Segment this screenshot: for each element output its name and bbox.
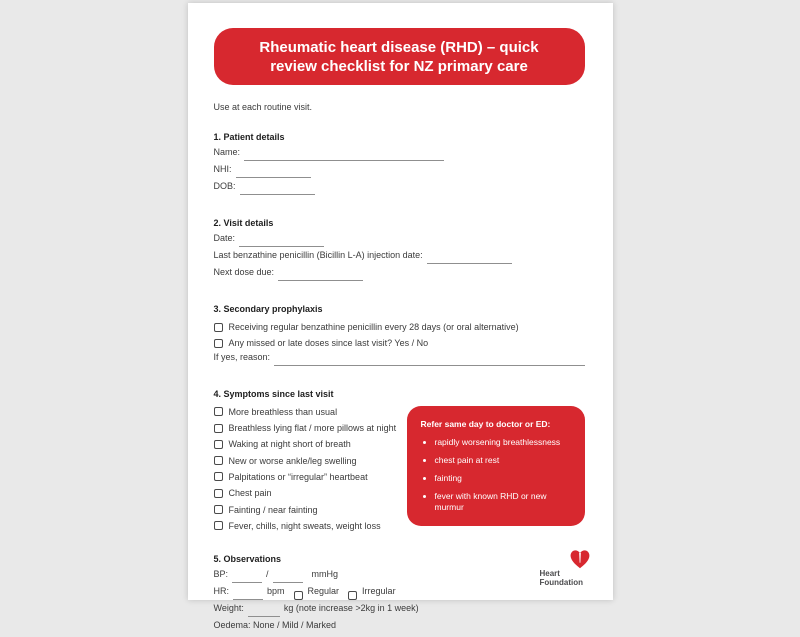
symptoms-row [214, 404, 585, 534]
field-name-blank [244, 153, 444, 161]
section-heading-secondary-prophylaxis: 3. Secondary prophylaxis [213, 304, 323, 314]
checklist-item [214, 469, 397, 485]
checkbox-waking-at-night[interactable] [214, 440, 223, 449]
field-last-injection-blank [427, 256, 512, 264]
checkbox-fever-chills[interactable] [214, 521, 223, 530]
symptoms-checklist [214, 404, 397, 534]
field-bp-label: BP: [213, 568, 229, 579]
section-heading-observations: 5. Observations [213, 553, 282, 564]
field-bp-diastolic-blank [273, 575, 303, 583]
checkbox-missed-doses[interactable] [214, 339, 223, 348]
checklist-item [214, 319, 585, 335]
field-hr [214, 586, 585, 603]
checklist-item [214, 420, 397, 436]
hr-irregular-label: Irregular [362, 585, 396, 596]
checkbox-chest-pain[interactable] [214, 489, 223, 498]
field-weight-label: Weight: [213, 602, 244, 613]
field-weight-blank [248, 609, 280, 617]
callout-heading: Refer same day to doctor or ED: [420, 418, 551, 429]
checkbox-ankle-swelling[interactable] [214, 456, 223, 465]
field-nhi-label: NHI: [213, 164, 232, 174]
checklist-item [214, 452, 397, 468]
field-visit-date [214, 233, 585, 250]
checkbox-breathless-lying-flat[interactable] [214, 424, 223, 433]
weight-unit: kg (note increase >2kg in 1 week) [283, 602, 419, 613]
field-hr-blank [233, 592, 263, 600]
intro-text: Use at each routine visit. [213, 102, 313, 112]
field-bp-systolic-blank [232, 575, 262, 583]
section-heading-patient-details: 1. Patient details [213, 132, 285, 142]
checklist-item-label: Waking at night short of breath [228, 439, 351, 450]
checklist-item-label: Breathless lying flat / more pillows at night [228, 423, 397, 434]
checklist-item [214, 501, 397, 517]
field-if-yes-reason [214, 352, 585, 369]
callout-bullet: • chest pain at rest [435, 455, 573, 466]
hr-unit: bpm [267, 585, 285, 596]
field-visit-date-label: Date: [213, 233, 236, 243]
logo-line1: Heart [539, 569, 560, 578]
checklist-item-label: Fainting / near fainting [228, 504, 318, 515]
field-name-label: Name: [213, 147, 241, 157]
callout-bullet: • fainting [435, 473, 573, 484]
hr-regular-label: Regular [307, 585, 340, 596]
field-if-yes-reason-label: If yes, reason: [213, 351, 271, 362]
field-dob-blank [240, 187, 315, 195]
document-page [188, 3, 613, 630]
section-heading-symptoms: 4. Symptoms since last visit [213, 388, 334, 399]
checklist-item-label: New or worse ankle/leg swelling [228, 455, 357, 466]
callout-bullet: • fever with known RHD or new murmur [435, 491, 573, 512]
field-name [214, 147, 585, 164]
bp-unit: mmHg [311, 568, 339, 579]
checklist-item-label: Any missed or late doses since last visit? Yes / No [228, 338, 429, 349]
checkbox-hr-irregular[interactable] [348, 591, 357, 600]
field-dob-label: DOB: [213, 181, 236, 191]
field-bp [214, 569, 585, 586]
checklist-item-label: Palpitations or “irregular” heartbeat [228, 471, 368, 482]
checklist-item [214, 518, 397, 534]
callout-bullet: • rapidly worsening breathlessness [435, 437, 573, 448]
checklist-item [214, 436, 397, 452]
field-next-dose-blank [278, 273, 363, 281]
field-nhi [214, 164, 585, 181]
refer-same-day-callout [407, 406, 585, 527]
section-heading-visit-details: 2. Visit details [213, 218, 274, 228]
title-banner [214, 28, 585, 85]
checkbox-fainting[interactable] [214, 505, 223, 514]
checklist-item-label: Chest pain [228, 488, 272, 499]
field-dob [214, 181, 585, 198]
checkbox-regular-penicillin[interactable] [214, 323, 223, 332]
checkbox-more-breathless[interactable] [214, 407, 223, 416]
field-last-injection [214, 250, 585, 267]
field-next-dose [214, 267, 585, 284]
logo-line2: Foundation [539, 578, 584, 587]
field-weight [214, 603, 585, 620]
field-if-yes-reason-blank [274, 358, 584, 366]
field-nhi-blank [236, 170, 311, 178]
heart-torch-icon [568, 545, 592, 571]
field-last-injection-label: Last benzathine penicillin (Bicillin L-A) injection date: [213, 250, 423, 260]
field-hr-label: HR: [213, 585, 229, 596]
prophylaxis-checklist [214, 319, 585, 352]
heart-foundation-logo [540, 545, 598, 587]
field-visit-date-blank [239, 239, 324, 247]
checklist-item-label: Receiving regular benzathine penicillin every 28 days (or oral alternative) [228, 322, 519, 333]
checklist-item-label: Fever, chills, night sweats, weight loss [228, 520, 381, 531]
logo-wordmark [540, 569, 584, 587]
checkbox-hr-regular[interactable] [294, 591, 303, 600]
field-oedema [214, 620, 585, 637]
field-next-dose-label: Next dose due: [213, 267, 275, 277]
checklist-item [214, 404, 397, 420]
checkbox-palpitations[interactable] [214, 472, 223, 481]
field-oedema-label: Oedema: None / Mild / Marked [213, 619, 337, 630]
callout-bullet-list [421, 437, 573, 512]
checklist-item-label: More breathless than usual [228, 406, 338, 417]
page-title: Rheumatic heart disease (RHD) – quick review checklist for NZ primary care [259, 39, 539, 75]
checklist-item [214, 335, 585, 351]
bp-separator: / [266, 568, 269, 579]
checklist-item [214, 485, 397, 501]
